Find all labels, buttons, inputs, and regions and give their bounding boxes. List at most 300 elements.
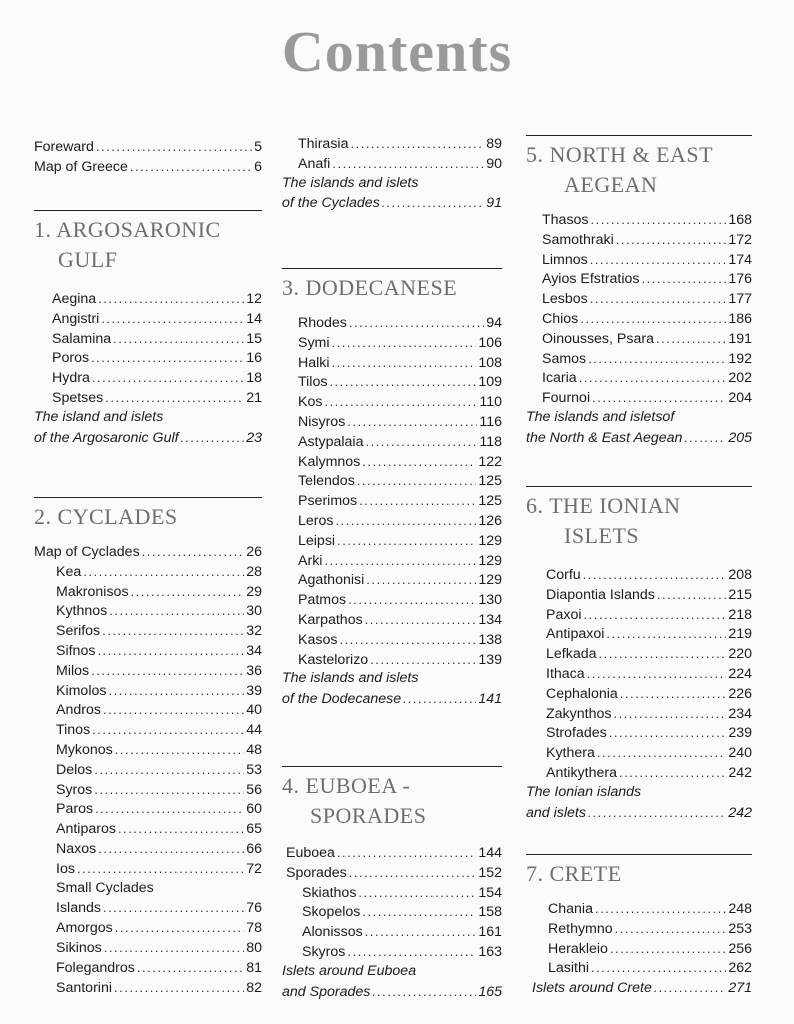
toc-entry-page: 239 <box>728 725 752 742</box>
dot-leader <box>357 471 477 491</box>
toc-entry[interactable] <box>526 899 752 919</box>
toc-entry-page: 76 <box>246 900 262 917</box>
toc-entry[interactable] <box>526 743 752 763</box>
dot-leader <box>590 250 727 270</box>
dot-leader <box>349 863 477 883</box>
toc-entry-page: 81 <box>246 959 262 976</box>
section-heading: 2. CYCLADES <box>34 504 178 529</box>
toc-entry[interactable] <box>526 763 752 783</box>
toc-entry[interactable] <box>526 329 752 349</box>
toc-entry-title: Corfu <box>546 567 581 583</box>
dot-leader <box>102 621 244 641</box>
toc-entry-page: 48 <box>246 741 262 758</box>
toc-entry-page: 174 <box>728 251 752 268</box>
dot-leader <box>104 938 244 958</box>
toc-entry-title: Tilos <box>298 374 328 391</box>
toc-entry-title: Chania <box>548 901 593 917</box>
toc-entry-page: 168 <box>728 212 752 228</box>
toc-entry-title: Kythnos <box>56 603 108 620</box>
dot-leader <box>91 661 244 681</box>
section-heading: 5. NORTH & EAST AEGEAN <box>526 142 714 197</box>
toc-entry-page: 21 <box>246 389 262 406</box>
toc-entry-page: 108 <box>478 354 502 371</box>
toc-entry-title: Karpathos <box>298 611 363 628</box>
toc-entry[interactable] <box>34 780 262 800</box>
toc-entry[interactable]: Map of Cyclades ..... 26 <box>34 542 262 562</box>
toc-entry-page: 5 <box>254 139 262 155</box>
toc-entry-page: 32 <box>246 623 262 640</box>
section-euboea-sporades <box>282 766 502 1001</box>
toc-entry-title: Amorgos <box>56 920 113 937</box>
toc-entry-title: Anafi <box>298 155 331 172</box>
toc-entry[interactable] <box>282 511 502 531</box>
dot-leader <box>105 388 244 408</box>
dot-leader <box>348 590 476 610</box>
dot-leader <box>339 630 476 650</box>
dot-leader <box>620 684 727 704</box>
toc-entry-page: 116 <box>479 413 502 430</box>
toc-entry-title: Naxos <box>56 840 97 857</box>
dot-leader <box>590 289 727 309</box>
dot-leader <box>365 432 477 452</box>
toc-entry[interactable]: of the Argosaronic Gulf ..... 23 <box>34 428 262 448</box>
dot-leader <box>103 898 244 918</box>
toc-entry-page: 161 <box>478 924 502 941</box>
toc-entry[interactable] <box>34 839 262 859</box>
toc-entry[interactable] <box>34 760 262 780</box>
toc-entry[interactable] <box>34 157 262 177</box>
toc-entry-page: 176 <box>728 271 752 288</box>
toc-entry[interactable] <box>282 570 502 590</box>
toc-extra-line: Small Cyclades <box>56 879 154 896</box>
toc-entry[interactable]: and Sporades ..... 165 <box>282 982 502 1002</box>
toc-entry-title: Foreward <box>34 139 94 155</box>
section-north-east-aegean <box>526 135 752 448</box>
dot-leader <box>591 958 726 978</box>
toc-entry-title: Santorini <box>56 979 112 996</box>
toc-entry-title: Map of Greece <box>34 158 128 175</box>
toc-entry[interactable] <box>34 681 262 701</box>
toc-entry[interactable] <box>282 942 502 962</box>
toc-entry[interactable] <box>526 958 752 978</box>
dot-leader <box>580 309 726 329</box>
toc-entry-title: Samos <box>542 350 587 367</box>
toc-entry-page: 18 <box>246 370 262 387</box>
toc-entry[interactable] <box>34 601 262 621</box>
section-crete <box>526 854 752 998</box>
toc-entry-page: 94 <box>486 315 502 331</box>
toc-entry-page: 172 <box>728 231 752 248</box>
toc-entry-page: 220 <box>728 646 752 663</box>
toc-entry[interactable] <box>34 938 262 958</box>
toc-entry-title: Samothraki <box>542 231 614 248</box>
dot-leader <box>619 763 726 783</box>
toc-entry-title: Arki <box>298 552 323 569</box>
toc-entry[interactable] <box>34 978 262 998</box>
toc-entry-title: Ayios Efstratios <box>542 271 640 288</box>
toc-entry-page: 202 <box>728 370 752 387</box>
dot-leader <box>365 922 477 942</box>
toc-entry-title: Fournoi <box>542 390 591 407</box>
toc-entry[interactable] <box>282 902 502 922</box>
toc-entry[interactable] <box>34 641 262 661</box>
toc-entry[interactable] <box>282 432 502 452</box>
toc-entry[interactable] <box>282 883 502 903</box>
toc-entry-page: 66 <box>246 840 262 857</box>
toc-entry[interactable] <box>282 531 502 551</box>
section-argosaronic <box>34 210 262 447</box>
toc-entry-title: Mykonos <box>56 741 113 758</box>
toc-entry-page: 186 <box>728 310 752 327</box>
dot-leader <box>597 743 726 763</box>
dot-leader <box>366 570 476 590</box>
toc-entry-title: Syros <box>56 781 93 798</box>
toc-entry[interactable] <box>34 740 262 760</box>
toc-entry-page: 28 <box>246 563 262 580</box>
toc-entry-title: Alonissos <box>302 924 363 941</box>
toc-entry[interactable] <box>34 918 262 938</box>
toc-entry-title: Folegandros <box>56 959 135 976</box>
toc-entry[interactable] <box>282 353 502 373</box>
toc-entry-page: 16 <box>246 350 262 367</box>
toc-entry-title: Kos <box>298 394 323 411</box>
toc-entry[interactable] <box>526 723 752 743</box>
toc-entry[interactable] <box>526 939 752 959</box>
toc-entry-page: 80 <box>246 939 262 956</box>
front-matter <box>34 137 262 177</box>
toc-entry-title: Hydra <box>52 370 90 387</box>
toc-entry[interactable] <box>526 230 752 250</box>
toc-entry[interactable] <box>526 250 752 270</box>
dot-leader <box>115 740 244 760</box>
dot-leader <box>642 269 727 289</box>
toc-entry[interactable] <box>34 799 262 819</box>
dot-leader <box>359 491 476 511</box>
dot-leader <box>332 154 484 174</box>
toc-entry-page: 118 <box>479 433 502 450</box>
dot-leader <box>362 902 476 922</box>
dot-leader <box>94 780 244 800</box>
toc-entry-page: 109 <box>478 374 502 391</box>
toc-entry[interactable] <box>526 704 752 724</box>
toc-entry[interactable] <box>526 349 752 369</box>
toc-entry[interactable] <box>282 392 502 412</box>
toc-entry-title: Paxoi <box>546 606 582 623</box>
toc-entry-page: 130 <box>478 592 502 609</box>
toc-entry-title: Lefkada <box>546 646 597 663</box>
toc-entry-page: 242 <box>728 764 752 781</box>
toc-entry-title: Sikinos <box>56 939 102 956</box>
toc-entry[interactable] <box>282 922 502 942</box>
toc-entry[interactable] <box>34 368 262 388</box>
toc-entry[interactable] <box>34 582 262 602</box>
toc-entry[interactable] <box>526 388 752 408</box>
toc-entry[interactable] <box>282 863 502 883</box>
toc-entry-page: 126 <box>478 512 502 529</box>
toc-entry-title: Herakleio <box>548 940 608 957</box>
page-title: Contents <box>281 19 513 84</box>
toc-entry-page: 129 <box>478 552 502 569</box>
toc-entry[interactable] <box>282 843 502 863</box>
dot-leader <box>324 392 477 412</box>
toc-entry-page: 34 <box>246 642 262 659</box>
dot-leader <box>137 958 244 978</box>
dot-leader <box>615 919 727 939</box>
toc-entry-page: 262 <box>728 960 752 977</box>
section-rule <box>34 497 262 498</box>
toc-entry[interactable] <box>526 289 752 309</box>
dot-leader <box>606 624 726 644</box>
toc-entry-title: Leipsi <box>298 532 336 549</box>
toc-entry[interactable] <box>526 644 752 664</box>
toc-entry-title: Strofades <box>546 725 607 742</box>
section-dodecanese <box>282 268 502 709</box>
dot-leader <box>350 134 484 154</box>
dot-leader <box>337 843 476 863</box>
toc-entry[interactable]: and islets ..... 242 <box>526 803 752 823</box>
toc-entry-page: 82 <box>246 979 262 996</box>
dot-leader <box>579 368 727 388</box>
section-heading: 4. EUBOEA - SPORADES <box>282 773 427 828</box>
toc-entry[interactable] <box>34 859 262 879</box>
toc-entry-page: 78 <box>246 920 262 937</box>
dot-leader <box>587 664 727 684</box>
dot-leader <box>599 644 727 664</box>
dot-leader <box>616 230 727 250</box>
toc-entry[interactable] <box>282 372 502 392</box>
toc-entry-page: 208 <box>728 567 752 583</box>
toc-entry-title: Astypalaia <box>298 433 364 450</box>
toc-entry[interactable] <box>34 958 262 978</box>
dot-leader <box>584 605 727 625</box>
toc-entry[interactable] <box>282 134 502 154</box>
toc-entry-title: Ithaca <box>546 665 585 682</box>
toc-entry[interactable] <box>282 551 502 571</box>
toc-entry[interactable] <box>282 630 502 650</box>
section-heading: 1. ARGOSARONIC GULF <box>34 217 221 272</box>
toc-entry-page: 218 <box>728 606 752 623</box>
toc-entry-page: 12 <box>246 291 262 307</box>
dot-leader <box>588 349 726 369</box>
toc-entry[interactable] <box>526 624 752 644</box>
dot-leader <box>98 289 244 309</box>
toc-entry[interactable] <box>34 348 262 368</box>
dot-leader <box>358 883 476 903</box>
toc-entry-title: Paros <box>56 801 94 818</box>
toc-entry-page: 204 <box>728 390 752 407</box>
toc-entry[interactable] <box>34 289 262 309</box>
toc-entry[interactable] <box>526 309 752 329</box>
toc-entry-title: Kimolos <box>56 682 107 699</box>
toc-entry-title: Salamina <box>52 330 112 347</box>
dot-leader <box>115 918 244 938</box>
toc-entry[interactable] <box>34 562 262 582</box>
toc-entry-title: Spetses <box>52 389 104 406</box>
toc-entry-page: 110 <box>479 394 502 411</box>
toc-entry-title: Kastelorizo <box>298 651 369 668</box>
toc-entry-page: 129 <box>478 572 502 589</box>
toc-entry[interactable] <box>526 368 752 388</box>
toc-entry-page: 40 <box>246 702 262 719</box>
section-rule <box>526 135 752 136</box>
dot-leader <box>96 137 252 157</box>
toc-entry-title: Islands <box>56 900 101 917</box>
dot-leader <box>332 333 477 353</box>
toc-entry[interactable] <box>282 412 502 432</box>
toc-entry-title: Zakynthos <box>546 705 612 722</box>
toc-extra-line: The island and islets <box>34 408 164 425</box>
toc-entry-title: Antiparos <box>56 821 116 838</box>
dot-leader <box>103 700 244 720</box>
toc-entry-title: Angistri <box>52 310 100 327</box>
toc-entry-page: 6 <box>254 158 262 175</box>
toc-extra-line: The islands and islets <box>282 174 419 191</box>
toc-entry[interactable]: the North & East Aegean ..... 205 <box>526 428 752 448</box>
toc-entry[interactable] <box>34 309 262 329</box>
toc-entry[interactable] <box>34 898 262 918</box>
toc-entry-title: Limnos <box>542 251 588 268</box>
toc-entry-title: Kalymnos <box>298 453 361 470</box>
toc-entry-title: Antipaxoi <box>546 626 605 643</box>
toc-entry-page: 248 <box>728 901 752 917</box>
dot-leader <box>347 942 476 962</box>
dot-leader <box>609 723 727 743</box>
toc-entry-page: 44 <box>246 722 262 739</box>
toc-entry[interactable] <box>282 154 502 174</box>
toc-entry-title: Thasos <box>542 212 589 228</box>
dot-leader <box>97 641 244 661</box>
toc-entry[interactable] <box>34 621 262 641</box>
dot-leader <box>101 309 244 329</box>
toc-entry-title: Lesbos <box>542 291 588 308</box>
toc-entry-page: 154 <box>478 884 502 901</box>
toc-entry[interactable] <box>34 329 262 349</box>
dot-leader <box>95 799 244 819</box>
toc-entry-page: 191 <box>728 330 752 347</box>
toc-entry[interactable] <box>282 333 502 353</box>
toc-entry[interactable] <box>282 313 502 333</box>
toc-entry[interactable] <box>526 585 752 605</box>
toc-entry-title: Nisyros <box>298 413 346 430</box>
dot-leader <box>91 348 244 368</box>
section-heading: 6. THE IONIAN ISLETS <box>526 493 681 548</box>
toc-entry-title: Aegina <box>52 291 97 307</box>
toc-entry-page: 65 <box>246 821 262 838</box>
dot-leader <box>595 899 726 919</box>
toc-entry-title: Andros <box>56 702 101 719</box>
toc-entry-title: Kea <box>56 563 82 580</box>
toc-entry-page: 53 <box>246 761 262 778</box>
toc-entry[interactable] <box>34 700 262 720</box>
toc-entry-title: Oinousses, Psara <box>542 330 654 347</box>
toc-entry[interactable]: Islets around Crete ..... 271 <box>526 978 752 998</box>
toc-entry[interactable] <box>282 452 502 472</box>
dot-leader <box>332 353 477 373</box>
toc-entry[interactable] <box>34 388 262 408</box>
section-rule <box>526 486 752 487</box>
toc-entry-title: Skiathos <box>302 884 357 901</box>
toc-entry-page: 30 <box>246 603 262 620</box>
dot-leader <box>613 704 726 724</box>
toc-extra-line: The Ionian islands <box>526 783 642 800</box>
toc-extra-line: Islets around Euboea <box>282 962 417 979</box>
toc-entry-page: 39 <box>246 682 262 699</box>
section-rule <box>282 268 502 269</box>
toc-entry-title: Lasithi <box>548 960 590 977</box>
toc-entry[interactable]: of the Dodecanese ..... 141 <box>282 689 502 709</box>
toc-entry-page: 60 <box>246 801 262 818</box>
dot-leader <box>591 210 727 230</box>
toc-entry-title: Agathonisi <box>298 572 365 589</box>
toc-entry[interactable] <box>526 210 752 230</box>
toc-entry[interactable] <box>34 137 262 157</box>
dot-leader <box>362 452 476 472</box>
toc-extra-line: The islands and islets <box>282 670 419 687</box>
toc-entry-title: Rethymno <box>548 920 613 937</box>
toc-entry[interactable] <box>526 919 752 939</box>
toc-entry[interactable] <box>526 664 752 684</box>
toc-entry[interactable] <box>282 471 502 491</box>
toc-entry-title: Diapontia Islands <box>546 586 655 603</box>
dot-leader <box>324 551 476 571</box>
toc-entry[interactable] <box>526 269 752 289</box>
toc-entry-page: 125 <box>478 473 502 490</box>
toc-entry[interactable] <box>526 684 752 704</box>
dot-leader <box>114 978 244 998</box>
toc-entry-page: 215 <box>728 586 752 603</box>
toc-entry-page: 134 <box>478 611 502 628</box>
dot-leader <box>77 859 244 879</box>
dot-leader <box>583 565 727 585</box>
toc-entry[interactable]: of the Cyclades ..... 91 <box>282 193 502 213</box>
toc-entry-page: 138 <box>478 631 502 648</box>
toc-entry-page: 219 <box>728 626 752 643</box>
toc-entry[interactable] <box>282 610 502 630</box>
section-rule <box>526 854 752 855</box>
toc-entry-page: 72 <box>246 860 262 877</box>
section-heading: 7. CRETE <box>526 861 622 886</box>
toc-entry[interactable] <box>282 590 502 610</box>
toc-entry-title: Cephalonia <box>546 685 618 702</box>
toc-entry-title: Makronisos <box>56 583 129 600</box>
toc-entry[interactable] <box>526 605 752 625</box>
toc-entry-title: Pserimos <box>298 493 358 510</box>
toc-entry[interactable] <box>282 491 502 511</box>
toc-entry-title: Sporades <box>286 864 347 881</box>
dot-leader <box>657 585 726 605</box>
dot-leader <box>337 531 476 551</box>
toc-entry-page: 253 <box>728 920 752 937</box>
toc-entry-page: 122 <box>478 453 502 470</box>
toc-entry-page: 240 <box>728 745 752 762</box>
toc-entry-page: 125 <box>478 493 502 510</box>
toc-entry-title: Serifos <box>56 623 101 640</box>
toc-entry[interactable] <box>34 819 262 839</box>
toc-entry-page: 29 <box>246 583 262 600</box>
dot-leader <box>92 368 244 388</box>
toc-entry-page: 226 <box>728 685 752 702</box>
toc-entry-title: Icaria <box>542 370 577 387</box>
dot-leader <box>118 819 244 839</box>
toc-entry-title: Sifnos <box>56 642 96 659</box>
toc-entry[interactable] <box>526 565 752 585</box>
toc-entry[interactable] <box>34 720 262 740</box>
dot-leader <box>109 601 244 621</box>
dot-leader <box>336 511 477 531</box>
toc-entry[interactable] <box>282 650 502 670</box>
toc-entry[interactable] <box>34 661 262 681</box>
dot-leader <box>98 839 244 859</box>
